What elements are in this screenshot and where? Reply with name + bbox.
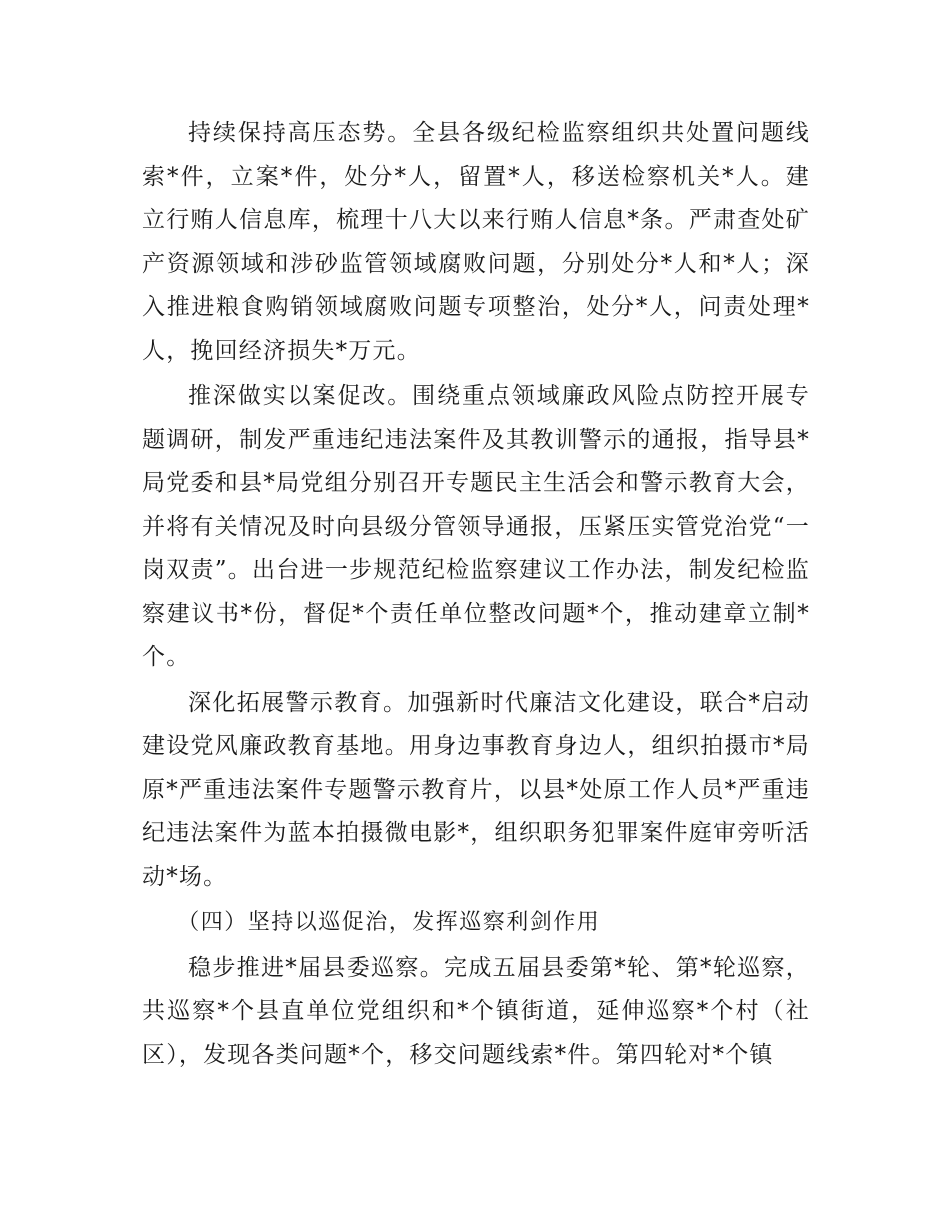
paragraph-high-pressure: 持续保持高压态势。全县各级纪检监察组织共处置问题线索*件，立案*件，处分*人，留置*人，移送检察机关*人。建立行贿人信息库，梳理十八大以来行贿人信息*条。严肃查处矿产资源领域和涉砂监管领域腐败问题，分别处分*人和*人；深入推进粮食购销领域腐败问题专项整治，处分*人，问责处理*人，挽回经济损失*万元。: [142, 120, 810, 364]
paragraph-warning-education: 深化拓展警示教育。加强新时代廉洁文化建设，联合*启动建设党风廉政教育基地。用身边事教育身边人，组织拍摄市*局原*严重违法案件专题警示教育片，以县*处原工作人员*严重违纪违法案件为蓝本拍摄微电影*，组织职务犯罪案件庭审旁听活动*场。: [142, 689, 810, 890]
paragraph-case-reform: 推深做实以案促改。围绕重点领域廉政风险点防控开展专题调研，制发严重违纪违法案件及其教训警示的通报，指导县*局党委和县*局党组分别召开专题民主生活会和警示教育大会，并将有关情况及时向县级分管领导通报，压紧压实管党治党“一岗双责”。出台进一步规范纪检监察建议工作办法，制发纪检监察建议书*份，督促*个责任单位整改问题*个，推动建章立制*个。: [142, 383, 810, 670]
section-heading-inspection: （四）坚持以巡促治，发挥巡察利剑作用: [177, 910, 601, 935]
paragraph-inspection-progress: 稳步推进*届县委巡察。完成五届县委第*轮、第*轮巡察，共巡察*个县直单位党组织和*个镇街道，延伸巡察*个村（社区），发现各类问题*个，移交问题线索*件。第四轮对*个镇: [142, 954, 810, 1068]
document-body: [142, 112, 810, 1079]
